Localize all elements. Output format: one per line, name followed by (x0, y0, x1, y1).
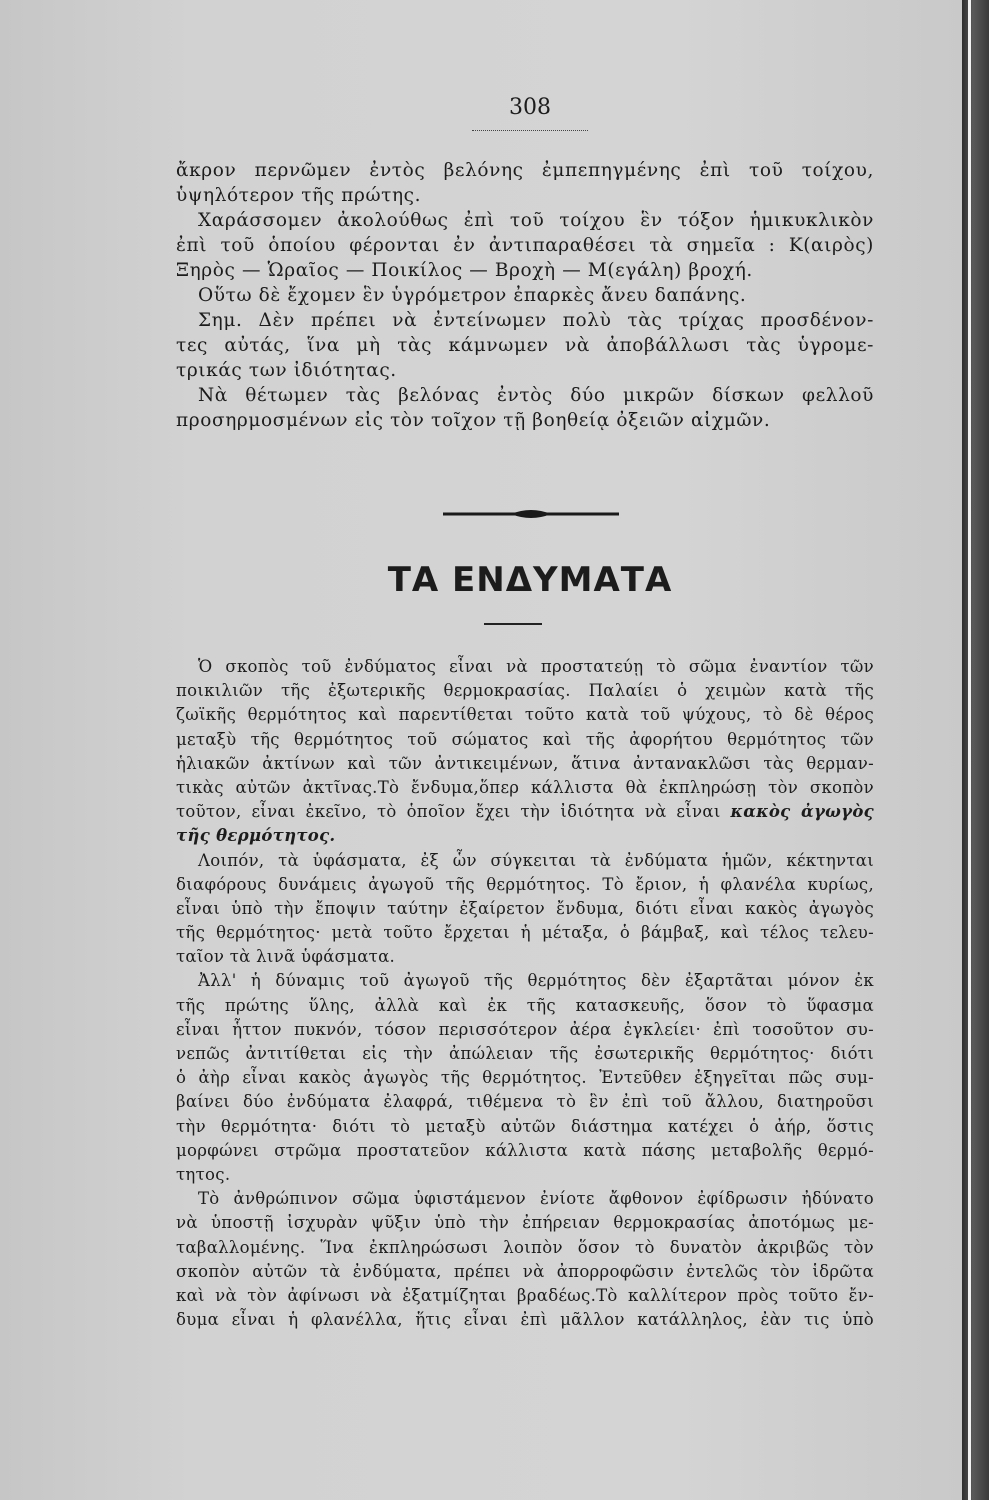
text-line: Χαράσσομεν ἀκολούθως ἐπὶ τοῦ τοίχου ἓν τόξον ἡμικυκλικὸν (198, 210, 874, 231)
text-line: μεταξὺ τῆς θερμότητος τοῦ σώματος καὶ τῆς ἀφορήτου θερμότητος τῶν (176, 729, 874, 749)
emphasis-text: κακὸς ἀγωγὸς (730, 802, 874, 822)
text-line: σκοπὸν αὐτῶν τὰ ἐνδύματα, πρέπει νὰ ἀπορροφῶσιν ἐντελῶς τὸν ἱδρῶτα (176, 1261, 874, 1281)
page-number: 308 (509, 95, 551, 120)
book-binding-edge (962, 0, 989, 1500)
text-line: τρικάς των ἰδιότητας. (176, 360, 397, 381)
text-line: δυμα εἶναι ἡ φλανέλλα, ἥτις εἶναι ἐπὶ μᾶλλον κατάλληλος, ἐὰν τις ὑπὸ (176, 1310, 874, 1330)
text-line: Ἀλλ' ἡ δύναμις τοῦ ἀγωγοῦ τῆς θερμότητος δὲν ἐξαρτᾶται μόνον ἐκ (198, 971, 874, 991)
title-rule (484, 623, 542, 625)
text-line: ταῖον τὰ λινᾶ ὑφάσματα. (176, 947, 396, 967)
text-line: βαίνει δύο ἐνδύματα ἐλαφρά, τιθέμενα τὸ ἓν ἐπὶ τοῦ ἄλλου, διατηροῦσι (176, 1092, 874, 1112)
text-line: ταβαλλομένης. Ἵνα ἐκπληρώσωσι λοιπὸν ὅσον τὸ δυνατὸν ἀκριβῶς τὸν (176, 1237, 874, 1257)
text-line: ὁ ἀὴρ εἶναι κακὸς ἀγωγὸς τῆς θερμότητος. Ἐντεῦθεν ἐξηγεῖται πῶς συμ- (176, 1068, 874, 1088)
text-line: τῆς θερμότητος· μετὰ τοῦτο ἔρχεται ἡ μέταξα, ὁ βάμβαξ, καὶ τέλος τελευ- (176, 923, 874, 943)
text-line: προσηρμοσμένων εἰς τὸν τοῖχον τῇ βοηθείᾳ ὀξειῶν αἰχμῶν. (176, 410, 771, 431)
text-line: μορφώνει στρῶμα προστατεῦον κάλλιστα κατὰ πάσης μεταβολῆς θερμό- (176, 1140, 874, 1160)
section-divider-ornament (443, 504, 619, 524)
text-line: νεπῶς ἀντιτίθεται εἰς τὴν ἀπώλειαν τῆς ἐσωτερικῆς θερμότητος· διότι (176, 1044, 874, 1063)
body-text-block (176, 655, 874, 1332)
text-line: Τὸ ἀνθρώπινον σῶμα ὑφιστάμενον ἐνίοτε ἄφθονον ἐφίδρωσιν ἠδύνατο (198, 1189, 874, 1209)
page-number-rule (472, 130, 588, 131)
text-line: Οὕτω δὲ ἔχομεν ἓν ὑγρόμετρον ἐπαρκὲς ἄνευ δαπάνης. (198, 285, 747, 306)
text-line: διαφόρους δυνάμεις ἀγωγοῦ τῆς θερμότητος. Τὸ ἔριον, ἡ φλανέλα κυρίως, (176, 874, 874, 894)
text-line: ἡλιακῶν ἀκτίνων καὶ τῶν ἀντικειμένων, ἅτινα ἀντανακλῶσι τὰς θερμαν- (176, 753, 874, 773)
text-line: Ὁ σκοπὸς τοῦ ἐνδύματος εἶναι νὰ προστατεύῃ τὸ σῶμα ἐναντίον τῶν (198, 657, 874, 676)
text-line: εἶναι ὑπὸ τὴν ἔποψιν ταύτην ἐξαίρετον ἔνδυμα, διότι εἶναι κακὸς ἀγωγὸς (176, 898, 874, 918)
text-line-with-emphasis (176, 800, 874, 824)
text-line: νὰ ὑποστῇ ἰσχυρὰν ψῦξιν ὑπὸ τὴν ἐπήρειαν θερμοκρασίας ἀποτόμως με- (176, 1213, 874, 1233)
text-line: εἶναι ἧττον πυκνόν, τόσον περισσότερον ἀέρα ἐγκλείει· ἐπὶ τοσοῦτον συ- (176, 1019, 874, 1039)
text-line: Λοιπόν, τὰ ὑφάσματα, ἐξ ὧν σύγκειται τὰ ἐνδύματα ἡμῶν, κέκτηνται (198, 850, 874, 870)
text-line: καὶ νὰ τὸν ἀφίνωσι νὰ ἐξατμίζηται βραδέως.Τὸ καλλίτερον πρὸς τοῦτο ἔν- (176, 1285, 874, 1305)
text-line: τητος. (176, 1164, 231, 1184)
text-line: ποικιλιῶν τῆς ἐξωτερικῆς θερμοκρασίας. Παλαίει ὁ χειμὼν κατὰ τῆς (176, 681, 874, 701)
top-text-block (176, 158, 874, 433)
text-line: τῆς θερμότητος. (176, 826, 336, 846)
text-line: Ξηρὸς — Ὡραῖος — Ποικίλος — Βροχὴ — Μ(εγάλη) βροχή. (176, 260, 753, 281)
text-line: ἐπὶ τοῦ ὁποίου φέρονται ἐν ἀντιπαραθέσει τὰ σημεῖα : Κ(αιρὸς) (176, 235, 874, 256)
text-line: ὑψηλότερον τῆς πρώτης. (176, 185, 422, 206)
text-line: τες αὐτάς, ἵνα μὴ τὰς κάμνωμεν νὰ ἀποβάλλωσι τὰς ὑγρομε- (176, 335, 874, 356)
text-line: Σημ. Δὲν πρέπει νὰ ἐντείνωμεν πολὺ τὰς τρίχας προσδένον- (198, 310, 874, 331)
text-line: τικὰς αὐτῶν ἀκτῖνας.Τὸ ἔνδυμα,ὅπερ κάλλιστα θὰ ἐκπληρώσῃ τὸν σκοπὸν (176, 777, 874, 797)
text-line: τὴν θερμότητα· διότι τὸ μεταξὺ αὐτῶν διάστημα κατέχει ὁ ἀήρ, ὅστις (176, 1116, 874, 1136)
text-line: τῆς πρώτης ὕλης, ἀλλὰ καὶ ἐκ τῆς κατασκευῆς, ὅσον τὸ ὕφασμα (176, 995, 874, 1015)
text-line: Νὰ θέτωμεν τὰς βελόνας ἐντὸς δύο μικρῶν δίσκων φελλοῦ (198, 385, 874, 406)
section-title: ΤΑ ΕΝΔΥΜΑΤΑ (387, 560, 673, 600)
line-text: τοῦτον, εἶναι ἐκεῖνο, τὸ ὁποῖον ἔχει τὴν ἰδιότητα νὰ εἶναι (176, 802, 721, 822)
text-line: ἄκρον περνῶμεν ἐντὸς βελόνης ἐμπεπηγμένης ἐπὶ τοῦ τοίχου, (176, 160, 874, 181)
text-line: ζωϊκῆς θερμότητος καὶ παρεντίθεται τοῦτο κατὰ τοῦ ψύχους, τὸ δὲ θέρος (176, 705, 874, 725)
